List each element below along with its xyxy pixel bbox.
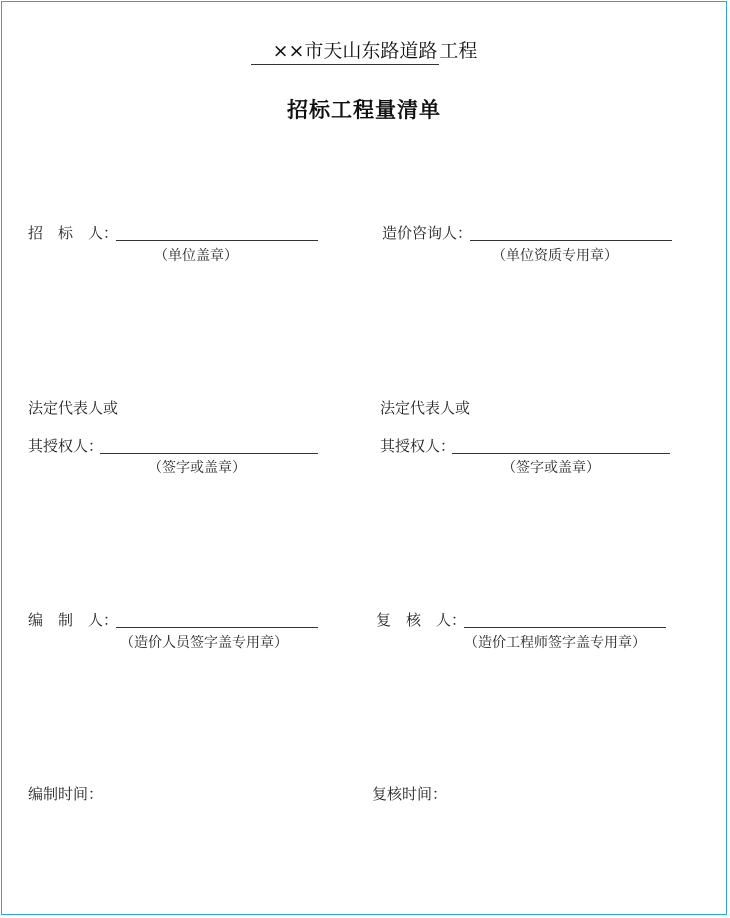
document-title: 招标工程量清单 <box>287 98 441 122</box>
reviewer-signature-line[interactable] <box>464 627 666 628</box>
reviewer-note: （造价工程师签字盖专用章） <box>464 635 646 651</box>
project-title <box>2 40 726 65</box>
reviewer-label: 复 核 人： <box>376 611 467 629</box>
tenderer-signature-line[interactable] <box>116 240 318 241</box>
legal-rep-left-note: （签字或盖章） <box>148 460 246 476</box>
legal-rep-right-signature-line[interactable] <box>452 453 670 454</box>
cost-consultant-signature-line[interactable] <box>470 240 672 241</box>
compiler-note: （造价人员签字盖专用章） <box>120 635 288 651</box>
tenderer-label: 招 标 人： <box>28 224 119 242</box>
cost-consultant-note: （单位资质专用章） <box>492 248 618 264</box>
compile-time-label: 编制时间： <box>28 785 104 803</box>
legal-rep-right-note: （签字或盖章） <box>502 460 600 476</box>
legal-rep-right-label-line2: 其授权人： <box>380 437 456 455</box>
project-name: ××市天山东路道路 <box>251 40 440 65</box>
legal-rep-left-label-line2: 其授权人： <box>28 437 104 455</box>
tenderer-note: （单位盖章） <box>154 248 238 264</box>
cost-consultant-label: 造价咨询人： <box>382 224 473 242</box>
review-time-label: 复核时间： <box>372 785 448 803</box>
compiler-label: 编 制 人： <box>28 611 119 629</box>
compiler-signature-line[interactable] <box>116 627 318 628</box>
legal-rep-left-signature-line[interactable] <box>100 453 318 454</box>
legal-rep-right-label-line1: 法定代表人或 <box>380 399 471 417</box>
legal-rep-left-label-line1: 法定代表人或 <box>28 399 119 417</box>
project-suffix: 工程 <box>439 40 478 62</box>
document-page <box>1 1 727 915</box>
